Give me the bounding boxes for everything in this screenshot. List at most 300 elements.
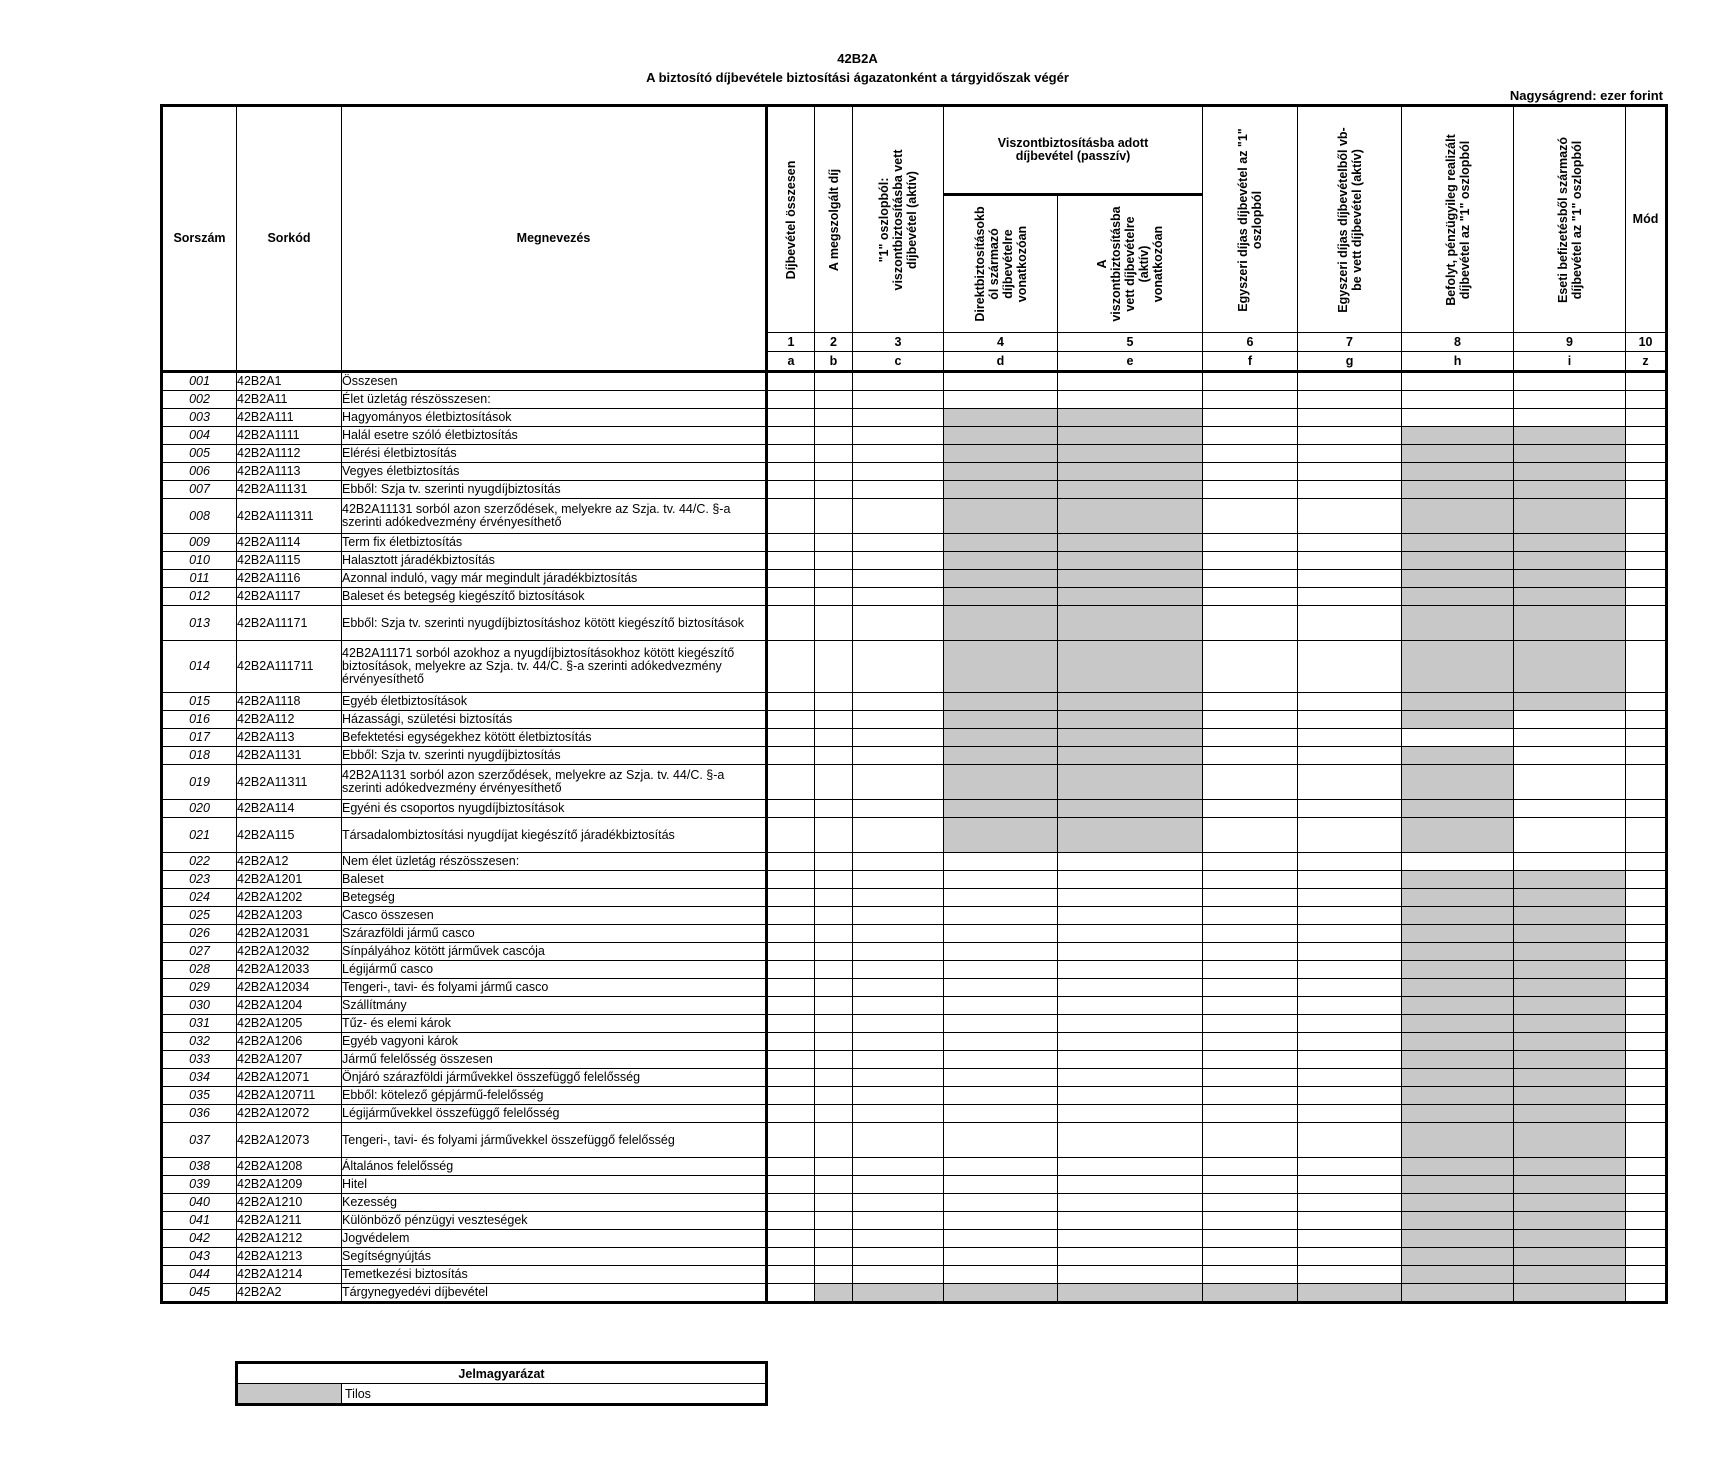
value-cell-col-6[interactable] xyxy=(1203,925,1298,943)
value-cell-col-4[interactable] xyxy=(944,1087,1058,1105)
value-cell-col-3[interactable] xyxy=(853,747,944,765)
value-cell-col-7[interactable] xyxy=(1298,1033,1402,1051)
value-cell-col-3[interactable] xyxy=(853,818,944,853)
value-cell-col-1[interactable] xyxy=(767,853,815,871)
value-cell-col-3[interactable] xyxy=(853,765,944,800)
value-cell-col-2[interactable] xyxy=(815,711,853,729)
value-cell-col-1[interactable] xyxy=(767,1248,815,1266)
value-cell-col-10[interactable] xyxy=(1626,427,1667,445)
value-cell-col-1[interactable] xyxy=(767,961,815,979)
value-cell-col-10[interactable] xyxy=(1626,606,1667,641)
value-cell-col-2[interactable] xyxy=(815,853,853,871)
value-cell-col-4[interactable] xyxy=(944,997,1058,1015)
value-cell-col-1[interactable] xyxy=(767,729,815,747)
value-cell-col-2[interactable] xyxy=(815,427,853,445)
value-cell-col-9[interactable] xyxy=(1514,800,1626,818)
value-cell-col-3[interactable] xyxy=(853,372,944,391)
value-cell-col-2[interactable] xyxy=(815,552,853,570)
value-cell-col-6[interactable] xyxy=(1203,979,1298,997)
value-cell-col-2[interactable] xyxy=(815,979,853,997)
value-cell-col-4[interactable] xyxy=(944,391,1058,409)
value-cell-col-4[interactable] xyxy=(944,943,1058,961)
value-cell-col-1[interactable] xyxy=(767,588,815,606)
value-cell-col-3[interactable] xyxy=(853,800,944,818)
value-cell-col-1[interactable] xyxy=(767,570,815,588)
value-cell-col-7[interactable] xyxy=(1298,818,1402,853)
value-cell-col-6[interactable] xyxy=(1203,1051,1298,1069)
value-cell-col-5[interactable] xyxy=(1058,997,1203,1015)
value-cell-col-1[interactable] xyxy=(767,818,815,853)
value-cell-col-6[interactable] xyxy=(1203,427,1298,445)
value-cell-col-2[interactable] xyxy=(815,606,853,641)
value-cell-col-10[interactable] xyxy=(1626,1194,1667,1212)
value-cell-col-10[interactable] xyxy=(1626,499,1667,534)
value-cell-col-1[interactable] xyxy=(767,1230,815,1248)
value-cell-col-1[interactable] xyxy=(767,1284,815,1303)
value-cell-col-7[interactable] xyxy=(1298,1087,1402,1105)
value-cell-col-1[interactable] xyxy=(767,606,815,641)
value-cell-col-5[interactable] xyxy=(1058,871,1203,889)
value-cell-col-2[interactable] xyxy=(815,1033,853,1051)
value-cell-col-7[interactable] xyxy=(1298,445,1402,463)
value-cell-col-7[interactable] xyxy=(1298,1176,1402,1194)
value-cell-col-4[interactable] xyxy=(944,925,1058,943)
value-cell-col-3[interactable] xyxy=(853,1087,944,1105)
value-cell-col-1[interactable] xyxy=(767,391,815,409)
value-cell-col-1[interactable] xyxy=(767,1212,815,1230)
value-cell-col-7[interactable] xyxy=(1298,1266,1402,1284)
value-cell-col-6[interactable] xyxy=(1203,641,1298,693)
value-cell-col-5[interactable] xyxy=(1058,1212,1203,1230)
value-cell-col-10[interactable] xyxy=(1626,907,1667,925)
value-cell-col-3[interactable] xyxy=(853,1248,944,1266)
value-cell-col-5[interactable] xyxy=(1058,1248,1203,1266)
value-cell-col-2[interactable] xyxy=(815,1176,853,1194)
value-cell-col-1[interactable] xyxy=(767,1069,815,1087)
value-cell-col-1[interactable] xyxy=(767,979,815,997)
value-cell-col-2[interactable] xyxy=(815,693,853,711)
value-cell-col-7[interactable] xyxy=(1298,889,1402,907)
value-cell-col-6[interactable] xyxy=(1203,391,1298,409)
value-cell-col-6[interactable] xyxy=(1203,445,1298,463)
value-cell-col-6[interactable] xyxy=(1203,1087,1298,1105)
value-cell-col-1[interactable] xyxy=(767,641,815,693)
value-cell-col-3[interactable] xyxy=(853,1266,944,1284)
value-cell-col-6[interactable] xyxy=(1203,853,1298,871)
value-cell-col-1[interactable] xyxy=(767,889,815,907)
value-cell-col-6[interactable] xyxy=(1203,1194,1298,1212)
value-cell-col-7[interactable] xyxy=(1298,800,1402,818)
value-cell-col-1[interactable] xyxy=(767,907,815,925)
value-cell-col-10[interactable] xyxy=(1626,372,1667,391)
value-cell-col-2[interactable] xyxy=(815,765,853,800)
value-cell-col-9[interactable] xyxy=(1514,372,1626,391)
value-cell-col-4[interactable] xyxy=(944,907,1058,925)
value-cell-col-3[interactable] xyxy=(853,1230,944,1248)
value-cell-col-3[interactable] xyxy=(853,871,944,889)
value-cell-col-5[interactable] xyxy=(1058,979,1203,997)
value-cell-col-2[interactable] xyxy=(815,391,853,409)
value-cell-col-1[interactable] xyxy=(767,1194,815,1212)
value-cell-col-6[interactable] xyxy=(1203,765,1298,800)
value-cell-col-7[interactable] xyxy=(1298,979,1402,997)
value-cell-col-2[interactable] xyxy=(815,534,853,552)
value-cell-col-7[interactable] xyxy=(1298,1230,1402,1248)
value-cell-col-9[interactable] xyxy=(1514,853,1626,871)
value-cell-col-3[interactable] xyxy=(853,481,944,499)
value-cell-col-1[interactable] xyxy=(767,1123,815,1158)
value-cell-col-2[interactable] xyxy=(815,463,853,481)
value-cell-col-5[interactable] xyxy=(1058,1033,1203,1051)
value-cell-col-10[interactable] xyxy=(1626,1033,1667,1051)
value-cell-col-7[interactable] xyxy=(1298,409,1402,427)
value-cell-col-10[interactable] xyxy=(1626,943,1667,961)
value-cell-col-2[interactable] xyxy=(815,800,853,818)
value-cell-col-2[interactable] xyxy=(815,1230,853,1248)
value-cell-col-1[interactable] xyxy=(767,925,815,943)
value-cell-col-2[interactable] xyxy=(815,445,853,463)
value-cell-col-7[interactable] xyxy=(1298,943,1402,961)
value-cell-col-7[interactable] xyxy=(1298,1105,1402,1123)
value-cell-col-6[interactable] xyxy=(1203,463,1298,481)
value-cell-col-10[interactable] xyxy=(1626,445,1667,463)
value-cell-col-7[interactable] xyxy=(1298,853,1402,871)
value-cell-col-2[interactable] xyxy=(815,1051,853,1069)
value-cell-col-7[interactable] xyxy=(1298,711,1402,729)
value-cell-col-3[interactable] xyxy=(853,729,944,747)
value-cell-col-10[interactable] xyxy=(1626,747,1667,765)
value-cell-col-3[interactable] xyxy=(853,925,944,943)
value-cell-col-7[interactable] xyxy=(1298,907,1402,925)
value-cell-col-2[interactable] xyxy=(815,1069,853,1087)
value-cell-col-10[interactable] xyxy=(1626,925,1667,943)
value-cell-col-9[interactable] xyxy=(1514,729,1626,747)
value-cell-col-5[interactable] xyxy=(1058,1176,1203,1194)
value-cell-col-7[interactable] xyxy=(1298,997,1402,1015)
value-cell-col-2[interactable] xyxy=(815,1248,853,1266)
value-cell-col-3[interactable] xyxy=(853,427,944,445)
value-cell-col-7[interactable] xyxy=(1298,499,1402,534)
value-cell-col-1[interactable] xyxy=(767,1176,815,1194)
value-cell-col-1[interactable] xyxy=(767,800,815,818)
value-cell-col-1[interactable] xyxy=(767,1158,815,1176)
value-cell-col-3[interactable] xyxy=(853,853,944,871)
value-cell-col-6[interactable] xyxy=(1203,1158,1298,1176)
value-cell-col-2[interactable] xyxy=(815,1194,853,1212)
value-cell-col-6[interactable] xyxy=(1203,818,1298,853)
value-cell-col-2[interactable] xyxy=(815,747,853,765)
value-cell-col-10[interactable] xyxy=(1626,818,1667,853)
value-cell-col-6[interactable] xyxy=(1203,889,1298,907)
value-cell-col-6[interactable] xyxy=(1203,1230,1298,1248)
value-cell-col-10[interactable] xyxy=(1626,1248,1667,1266)
value-cell-col-1[interactable] xyxy=(767,1015,815,1033)
value-cell-col-4[interactable] xyxy=(944,1015,1058,1033)
value-cell-col-8[interactable] xyxy=(1402,372,1514,391)
value-cell-col-3[interactable] xyxy=(853,1194,944,1212)
value-cell-col-2[interactable] xyxy=(815,481,853,499)
value-cell-col-6[interactable] xyxy=(1203,747,1298,765)
value-cell-col-1[interactable] xyxy=(767,693,815,711)
value-cell-col-5[interactable] xyxy=(1058,961,1203,979)
value-cell-col-2[interactable] xyxy=(815,889,853,907)
value-cell-col-4[interactable] xyxy=(944,1266,1058,1284)
value-cell-col-6[interactable] xyxy=(1203,372,1298,391)
value-cell-col-2[interactable] xyxy=(815,871,853,889)
value-cell-col-10[interactable] xyxy=(1626,729,1667,747)
value-cell-col-5[interactable] xyxy=(1058,372,1203,391)
value-cell-col-7[interactable] xyxy=(1298,552,1402,570)
value-cell-col-10[interactable] xyxy=(1626,1158,1667,1176)
value-cell-col-1[interactable] xyxy=(767,534,815,552)
value-cell-col-7[interactable] xyxy=(1298,1194,1402,1212)
value-cell-col-7[interactable] xyxy=(1298,534,1402,552)
value-cell-col-10[interactable] xyxy=(1626,1105,1667,1123)
value-cell-col-1[interactable] xyxy=(767,943,815,961)
value-cell-col-6[interactable] xyxy=(1203,693,1298,711)
value-cell-col-6[interactable] xyxy=(1203,1212,1298,1230)
value-cell-col-7[interactable] xyxy=(1298,588,1402,606)
value-cell-col-2[interactable] xyxy=(815,1158,853,1176)
value-cell-col-1[interactable] xyxy=(767,409,815,427)
value-cell-col-4[interactable] xyxy=(944,1158,1058,1176)
value-cell-col-2[interactable] xyxy=(815,997,853,1015)
value-cell-col-2[interactable] xyxy=(815,925,853,943)
value-cell-col-4[interactable] xyxy=(944,853,1058,871)
value-cell-col-2[interactable] xyxy=(815,818,853,853)
value-cell-col-1[interactable] xyxy=(767,427,815,445)
value-cell-col-7[interactable] xyxy=(1298,606,1402,641)
value-cell-col-6[interactable] xyxy=(1203,1176,1298,1194)
value-cell-col-2[interactable] xyxy=(815,588,853,606)
value-cell-col-1[interactable] xyxy=(767,1266,815,1284)
value-cell-col-4[interactable] xyxy=(944,1176,1058,1194)
value-cell-col-3[interactable] xyxy=(853,1158,944,1176)
value-cell-col-4[interactable] xyxy=(944,1230,1058,1248)
value-cell-col-6[interactable] xyxy=(1203,907,1298,925)
value-cell-col-3[interactable] xyxy=(853,1212,944,1230)
value-cell-col-6[interactable] xyxy=(1203,534,1298,552)
value-cell-col-3[interactable] xyxy=(853,552,944,570)
value-cell-col-6[interactable] xyxy=(1203,606,1298,641)
value-cell-col-2[interactable] xyxy=(815,409,853,427)
value-cell-col-5[interactable] xyxy=(1058,1266,1203,1284)
value-cell-col-9[interactable] xyxy=(1514,747,1626,765)
value-cell-col-9[interactable] xyxy=(1514,409,1626,427)
value-cell-col-6[interactable] xyxy=(1203,409,1298,427)
value-cell-col-3[interactable] xyxy=(853,1069,944,1087)
value-cell-col-5[interactable] xyxy=(1058,1194,1203,1212)
value-cell-col-10[interactable] xyxy=(1626,463,1667,481)
value-cell-col-2[interactable] xyxy=(815,961,853,979)
value-cell-col-3[interactable] xyxy=(853,711,944,729)
value-cell-col-3[interactable] xyxy=(853,588,944,606)
value-cell-col-7[interactable] xyxy=(1298,1123,1402,1158)
value-cell-col-10[interactable] xyxy=(1626,1087,1667,1105)
value-cell-col-10[interactable] xyxy=(1626,409,1667,427)
value-cell-col-7[interactable] xyxy=(1298,570,1402,588)
value-cell-col-7[interactable] xyxy=(1298,1051,1402,1069)
value-cell-col-10[interactable] xyxy=(1626,1123,1667,1158)
value-cell-col-8[interactable] xyxy=(1402,729,1514,747)
value-cell-col-10[interactable] xyxy=(1626,765,1667,800)
value-cell-col-1[interactable] xyxy=(767,1105,815,1123)
value-cell-col-4[interactable] xyxy=(944,871,1058,889)
value-cell-col-1[interactable] xyxy=(767,871,815,889)
value-cell-col-5[interactable] xyxy=(1058,1158,1203,1176)
value-cell-col-1[interactable] xyxy=(767,1033,815,1051)
value-cell-col-7[interactable] xyxy=(1298,1069,1402,1087)
value-cell-col-3[interactable] xyxy=(853,943,944,961)
value-cell-col-4[interactable] xyxy=(944,1105,1058,1123)
value-cell-col-3[interactable] xyxy=(853,907,944,925)
value-cell-col-1[interactable] xyxy=(767,747,815,765)
value-cell-col-3[interactable] xyxy=(853,534,944,552)
value-cell-col-10[interactable] xyxy=(1626,1230,1667,1248)
value-cell-col-9[interactable] xyxy=(1514,391,1626,409)
value-cell-col-7[interactable] xyxy=(1298,747,1402,765)
value-cell-col-3[interactable] xyxy=(853,409,944,427)
value-cell-col-5[interactable] xyxy=(1058,1230,1203,1248)
value-cell-col-7[interactable] xyxy=(1298,1158,1402,1176)
value-cell-col-10[interactable] xyxy=(1626,1176,1667,1194)
value-cell-col-7[interactable] xyxy=(1298,925,1402,943)
value-cell-col-1[interactable] xyxy=(767,463,815,481)
value-cell-col-10[interactable] xyxy=(1626,997,1667,1015)
value-cell-col-1[interactable] xyxy=(767,997,815,1015)
value-cell-col-7[interactable] xyxy=(1298,463,1402,481)
value-cell-col-10[interactable] xyxy=(1626,534,1667,552)
value-cell-col-5[interactable] xyxy=(1058,1087,1203,1105)
value-cell-col-10[interactable] xyxy=(1626,1051,1667,1069)
value-cell-col-2[interactable] xyxy=(815,1123,853,1158)
value-cell-col-10[interactable] xyxy=(1626,588,1667,606)
value-cell-col-3[interactable] xyxy=(853,391,944,409)
value-cell-col-4[interactable] xyxy=(944,372,1058,391)
value-cell-col-7[interactable] xyxy=(1298,481,1402,499)
value-cell-col-2[interactable] xyxy=(815,907,853,925)
value-cell-col-4[interactable] xyxy=(944,889,1058,907)
value-cell-col-5[interactable] xyxy=(1058,391,1203,409)
value-cell-col-3[interactable] xyxy=(853,1123,944,1158)
value-cell-col-5[interactable] xyxy=(1058,907,1203,925)
value-cell-col-6[interactable] xyxy=(1203,711,1298,729)
value-cell-col-7[interactable] xyxy=(1298,427,1402,445)
value-cell-col-3[interactable] xyxy=(853,961,944,979)
value-cell-col-10[interactable] xyxy=(1626,871,1667,889)
value-cell-col-4[interactable] xyxy=(944,1033,1058,1051)
value-cell-col-4[interactable] xyxy=(944,1248,1058,1266)
value-cell-col-6[interactable] xyxy=(1203,997,1298,1015)
value-cell-col-6[interactable] xyxy=(1203,570,1298,588)
value-cell-col-7[interactable] xyxy=(1298,871,1402,889)
value-cell-col-10[interactable] xyxy=(1626,979,1667,997)
value-cell-col-3[interactable] xyxy=(853,979,944,997)
value-cell-col-10[interactable] xyxy=(1626,961,1667,979)
value-cell-col-7[interactable] xyxy=(1298,1248,1402,1266)
value-cell-col-2[interactable] xyxy=(815,570,853,588)
value-cell-col-6[interactable] xyxy=(1203,729,1298,747)
value-cell-col-8[interactable] xyxy=(1402,391,1514,409)
value-cell-col-5[interactable] xyxy=(1058,1051,1203,1069)
value-cell-col-4[interactable] xyxy=(944,1123,1058,1158)
value-cell-col-6[interactable] xyxy=(1203,499,1298,534)
value-cell-col-7[interactable] xyxy=(1298,391,1402,409)
value-cell-col-10[interactable] xyxy=(1626,853,1667,871)
value-cell-col-10[interactable] xyxy=(1626,1266,1667,1284)
value-cell-col-3[interactable] xyxy=(853,641,944,693)
value-cell-col-1[interactable] xyxy=(767,1051,815,1069)
value-cell-col-2[interactable] xyxy=(815,641,853,693)
value-cell-col-10[interactable] xyxy=(1626,1284,1667,1303)
value-cell-col-3[interactable] xyxy=(853,1176,944,1194)
value-cell-col-10[interactable] xyxy=(1626,481,1667,499)
value-cell-col-4[interactable] xyxy=(944,1051,1058,1069)
value-cell-col-7[interactable] xyxy=(1298,1212,1402,1230)
value-cell-col-5[interactable] xyxy=(1058,1015,1203,1033)
value-cell-col-5[interactable] xyxy=(1058,943,1203,961)
value-cell-col-1[interactable] xyxy=(767,481,815,499)
value-cell-col-6[interactable] xyxy=(1203,588,1298,606)
value-cell-col-6[interactable] xyxy=(1203,871,1298,889)
value-cell-col-10[interactable] xyxy=(1626,641,1667,693)
value-cell-col-8[interactable] xyxy=(1402,409,1514,427)
value-cell-col-10[interactable] xyxy=(1626,711,1667,729)
value-cell-col-6[interactable] xyxy=(1203,1069,1298,1087)
value-cell-col-3[interactable] xyxy=(853,606,944,641)
value-cell-col-10[interactable] xyxy=(1626,1212,1667,1230)
value-cell-col-3[interactable] xyxy=(853,997,944,1015)
value-cell-col-3[interactable] xyxy=(853,1051,944,1069)
value-cell-col-2[interactable] xyxy=(815,372,853,391)
value-cell-col-3[interactable] xyxy=(853,1105,944,1123)
value-cell-col-10[interactable] xyxy=(1626,1015,1667,1033)
value-cell-col-4[interactable] xyxy=(944,1194,1058,1212)
value-cell-col-8[interactable] xyxy=(1402,853,1514,871)
value-cell-col-3[interactable] xyxy=(853,1015,944,1033)
value-cell-col-1[interactable] xyxy=(767,552,815,570)
value-cell-col-7[interactable] xyxy=(1298,765,1402,800)
value-cell-col-7[interactable] xyxy=(1298,961,1402,979)
value-cell-col-5[interactable] xyxy=(1058,853,1203,871)
value-cell-col-2[interactable] xyxy=(815,1266,853,1284)
value-cell-col-3[interactable] xyxy=(853,499,944,534)
value-cell-col-6[interactable] xyxy=(1203,800,1298,818)
value-cell-col-6[interactable] xyxy=(1203,961,1298,979)
value-cell-col-2[interactable] xyxy=(815,943,853,961)
value-cell-col-10[interactable] xyxy=(1626,693,1667,711)
value-cell-col-4[interactable] xyxy=(944,979,1058,997)
value-cell-col-10[interactable] xyxy=(1626,570,1667,588)
value-cell-col-3[interactable] xyxy=(853,445,944,463)
value-cell-col-5[interactable] xyxy=(1058,889,1203,907)
value-cell-col-1[interactable] xyxy=(767,765,815,800)
value-cell-col-7[interactable] xyxy=(1298,1015,1402,1033)
value-cell-col-2[interactable] xyxy=(815,1087,853,1105)
value-cell-col-6[interactable] xyxy=(1203,552,1298,570)
value-cell-col-7[interactable] xyxy=(1298,693,1402,711)
value-cell-col-2[interactable] xyxy=(815,499,853,534)
value-cell-col-2[interactable] xyxy=(815,729,853,747)
value-cell-col-5[interactable] xyxy=(1058,1105,1203,1123)
value-cell-col-6[interactable] xyxy=(1203,1015,1298,1033)
value-cell-col-3[interactable] xyxy=(853,570,944,588)
value-cell-col-6[interactable] xyxy=(1203,1033,1298,1051)
value-cell-col-6[interactable] xyxy=(1203,1266,1298,1284)
value-cell-col-3[interactable] xyxy=(853,1033,944,1051)
value-cell-col-5[interactable] xyxy=(1058,925,1203,943)
value-cell-col-1[interactable] xyxy=(767,372,815,391)
